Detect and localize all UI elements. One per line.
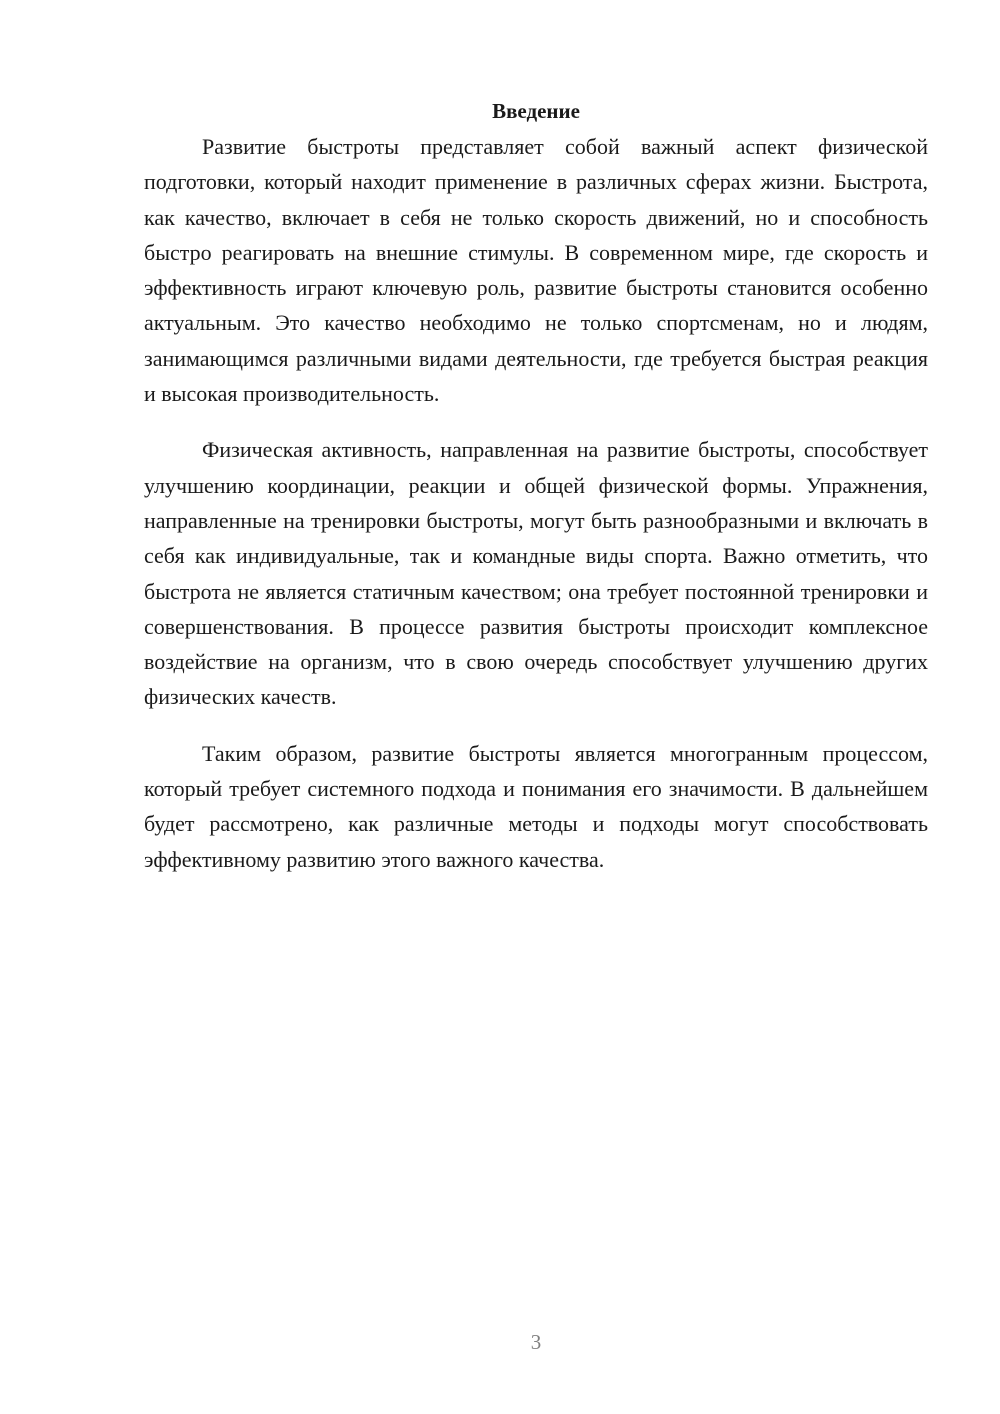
paragraph-2: Физическая активность, направленная на развитие быстроты, способствует улучшению координации, реакции и общей физической формы. Упражнения, направленные на тренировки быстроты, могут быть разнообразными и включать в себя как индивидуальные, так и командные виды спорта. Важно отметить, что быстрота не является статичным качеством; она требует постоянной тренировки и совершенствования. В процессе развития быстроты происходит комплексное воздействие на организм, что в свою очередь способствует улучшению других физических качеств. bbox=[144, 437, 928, 710]
paragraph-1: Развитие быстроты представляет собой важный аспект физической подготовки, который находит применение в различных сферах жизни. Быстрота, как качество, включает в себя не только скорость движений, но и способность быстро реагировать на внешние стимулы. В современном мире, где скорость и эффективность играют ключевую роль, развитие быстроты становится особенно актуальным. Это качество необходимо не только спортсменам, но и людям, занимающимся различными видами деятельности, где требуется быстрая реакция и высокая производительность. bbox=[144, 134, 928, 407]
section-heading: Введение bbox=[492, 99, 580, 123]
page-number: 3 bbox=[530, 1330, 542, 1354]
paragraph-3: Таким образом, развитие быстроты является многогранным процессом, который требует системного подхода и понимания его значимости. В дальнейшем будет рассмотрено, как различные методы и подходы могут способствовать эффективному развитию этого важного качества. bbox=[144, 740, 928, 872]
page-content bbox=[144, 94, 928, 877]
